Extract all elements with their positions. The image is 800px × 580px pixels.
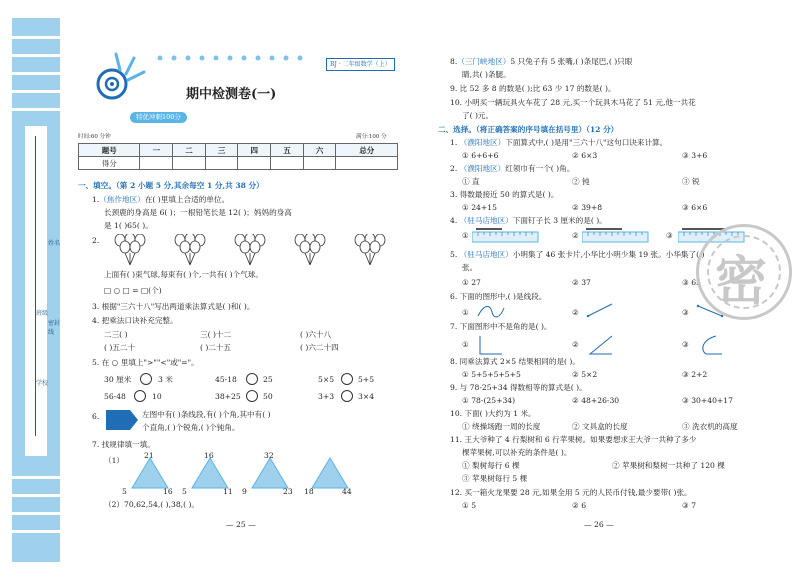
score-cell[interactable] <box>173 157 206 170</box>
score-row-label: 得分 <box>79 157 140 170</box>
compare-circle[interactable] <box>246 373 258 385</box>
triangle <box>312 458 348 488</box>
compare-circle[interactable] <box>134 390 146 402</box>
q1-text: 在( )里填上合适的单位。 <box>144 195 230 204</box>
q5-left-value: 56-48 <box>104 392 126 401</box>
c8-option[interactable]: ③ 2+2 <box>682 370 708 379</box>
ray-shape <box>586 302 616 320</box>
q3-text: 3. 根据"三六十八"写出两道乘法算式是( )和( )。 <box>92 302 255 311</box>
ruler-nail-2 <box>582 226 650 244</box>
c9-text: 9. 与 78-25+34 得数相等的算式是( )。 <box>450 383 587 392</box>
q10-line-a: 10. 小明买一辆玩具火车花了 28 元,买一个玩具木马花了 51 元,他一共花 <box>450 98 696 107</box>
c1-text: 1. （濮阳地区）下面算式中,( )是用"三六十八"这句口诀来计算。 <box>450 138 668 147</box>
c8-text: 8. 同乘法算式 2×5 结果相同的是( )。 <box>450 357 580 366</box>
c3-option[interactable]: ② 39+8 <box>572 203 603 212</box>
balloon-bunch <box>235 234 265 265</box>
c6-option[interactable]: ③ <box>682 308 689 317</box>
q8-text: 5 只兔子有 5 张嘴,( )条尾巴,( )只眼 <box>510 57 633 66</box>
seal-line-area <box>25 126 47 456</box>
c8-option[interactable]: ① 5+5+5+5+5 <box>462 370 521 379</box>
compare-circle[interactable] <box>140 373 152 385</box>
c2-text: 2. （濮阳地区）红领巾有一个( )角。 <box>450 164 575 173</box>
angle-shape-2 <box>586 334 616 356</box>
q5-left-value: 5×5 <box>318 375 335 384</box>
q5-right-value: 5+5 <box>358 375 375 384</box>
q5-text <box>92 358 199 367</box>
c11-line-b: 棵苹果树,可以补充的条件是( )。 <box>462 448 572 457</box>
c2-option[interactable]: ① 直 <box>462 177 480 186</box>
c3-option[interactable]: ③ 6×6 <box>682 203 708 212</box>
c2-region-tag: （濮阳地区） <box>459 164 506 173</box>
triangle-left: 5 <box>182 487 187 496</box>
q7-part2: （2）70,62,54,( ),38,( )。 <box>104 500 200 509</box>
q4-row1-item: ( )六十八 <box>300 330 332 339</box>
q8-number: 8. <box>450 57 458 66</box>
score-table-row <box>79 157 398 170</box>
c2-option[interactable]: ③ 锐 <box>682 177 700 186</box>
triangle-right: 44 <box>342 487 352 496</box>
q1-line-c: 是 1( )65( )。 <box>104 221 153 230</box>
c4-option[interactable]: ③ <box>666 231 673 240</box>
c6-option[interactable]: ② <box>572 308 579 317</box>
q4-row2-item: ( )五二十 <box>104 343 136 352</box>
c1-region-tag: （濮阳地区） <box>459 138 506 147</box>
triangle-right: 11 <box>223 487 233 496</box>
seal-stamp-glyph: 密 <box>715 252 768 312</box>
c5-region-tag: （驻马店地区） <box>459 250 513 259</box>
q5-right-value: 3 米 <box>158 375 173 384</box>
score-header-cell: 一 <box>140 144 173 157</box>
time-limit: 时间:60 分钟 <box>78 134 111 140</box>
q4-row2-item: ( )二十五 <box>200 343 232 352</box>
c5-text-b: 张。 <box>462 263 478 272</box>
triangle-left: 5 <box>122 487 127 496</box>
triangle <box>252 458 288 488</box>
score-table-header-row <box>79 144 398 157</box>
full-score: 满分:100 分 <box>356 134 387 140</box>
triangle-right: 23 <box>283 487 293 496</box>
q8-region-tag: （三门峡地区） <box>457 57 511 66</box>
score-cell[interactable] <box>271 157 304 170</box>
triangle-top: 32 <box>264 451 274 460</box>
c12-text: 12. 买一箱火龙果要 28 元,如果全用 5 元的人民币付钱,最少要带( )张。 <box>450 488 692 497</box>
angle-shape-1 <box>476 334 506 356</box>
balloon-bunch <box>175 234 205 265</box>
sidebar-seal-label: 密封线 <box>48 320 61 336</box>
sidebar-class-label: 班级 <box>36 310 49 317</box>
q2-text: 上面有( )束气球,每束有( )个,一共有( )个气球。 <box>104 270 263 279</box>
q4-row1-item: 三( )十二 <box>200 330 232 339</box>
c4-text: 4. （驻马店地区）下面钉子长 3 厘米的是( )。 <box>450 216 607 225</box>
c11-option[interactable]: ③ 苹果树每行 5 棵 <box>462 474 528 483</box>
c12-option[interactable]: ③ 7 <box>682 501 697 510</box>
triangle-top: 16 <box>204 451 214 460</box>
swirl-logo <box>82 50 152 110</box>
triangle-left: 18 <box>304 487 314 496</box>
page-title: 期中检测卷(一) <box>186 87 277 102</box>
c2-question: 红领巾有一个( )角。 <box>505 164 575 173</box>
q5-instructions: 在 ○ 里填上">""<"或"="。 <box>101 358 199 367</box>
q2-number: 2. <box>92 236 100 245</box>
c5-option[interactable]: ① 27 <box>462 278 481 287</box>
q5-right-value: 3×4 <box>358 392 375 401</box>
c1-option[interactable]: ② 6×3 <box>572 151 598 160</box>
q9-text: 9. 比 52 多 8 的数是( );比 63 少 17 的数是( )。 <box>450 84 616 93</box>
c1-option[interactable]: ③ 3+6 <box>682 151 708 160</box>
compare-circle[interactable] <box>341 373 353 385</box>
score-header-cell: 三 <box>205 144 238 157</box>
pentagon-shape <box>104 408 140 432</box>
c4-region-tag: （驻马店地区） <box>459 216 513 225</box>
q5-left-value: 38+25 <box>215 392 241 401</box>
binding-sidebar <box>12 18 60 562</box>
c7-option[interactable]: ② <box>572 340 579 349</box>
score-cell[interactable] <box>140 157 173 170</box>
score-header-cell: 六 <box>303 144 336 157</box>
grade-badge: RJ · 二年级数学（上） <box>326 58 395 71</box>
section-1-heading: 一、填空。（第 2 小题 5 分,其余每空 1 分,共 38 分） <box>78 181 264 190</box>
q8-line-a <box>450 57 632 66</box>
score-cell[interactable] <box>303 157 336 170</box>
c6-text: 6. 下面的图形中,( )是线段。 <box>450 292 547 301</box>
q5-left-value: 30 厘米 <box>104 375 132 384</box>
c3-option[interactable]: ① 24+15 <box>462 203 497 212</box>
triangle <box>192 458 228 488</box>
c10-option[interactable]: ① 绕操场跑一周的长度 <box>462 422 541 431</box>
c10-option[interactable]: ③ 洗衣机的高度 <box>682 422 738 431</box>
compare-circle[interactable] <box>341 390 353 402</box>
sidebar-name-label: 姓名 <box>48 240 61 247</box>
c10-option[interactable]: ② 文具盒的长度 <box>572 422 628 431</box>
c4-option[interactable]: ① <box>462 231 469 240</box>
balloon-bunch <box>355 234 385 265</box>
balloon-bunches <box>106 234 406 266</box>
balloon-bunch <box>295 234 325 265</box>
c5-question: 小明集了 46 张卡片,小华比小明少集 19 张。小华集了( ) <box>512 250 705 259</box>
triangle <box>132 458 168 488</box>
c5-option[interactable]: ② 37 <box>572 278 591 287</box>
c9-option[interactable]: ① 78-(25+34) <box>462 396 516 405</box>
q1-line-a <box>92 195 229 204</box>
q6-number: 6. <box>92 412 100 421</box>
c6-option[interactable]: ① <box>462 308 469 317</box>
compare-circle[interactable] <box>246 390 258 402</box>
score-cell[interactable] <box>238 157 271 170</box>
c11-line-a: 11. 王大爷种了 4 行梨树和 6 行苹果树。如果要想求王大爷一共种了多少 <box>450 435 697 444</box>
q1-region-tag: （焦作地区） <box>99 195 145 204</box>
c8-option[interactable]: ② 5×2 <box>572 370 598 379</box>
q4-row2-item: ( )六二十四 <box>300 343 339 352</box>
q5-left-value: 45-18 <box>215 375 237 384</box>
q5-number: 5. <box>92 358 100 367</box>
score-header-cell: 五 <box>271 144 304 157</box>
score-header-cell: 题号 <box>79 144 140 157</box>
page-number-right: — 26 — <box>584 520 614 529</box>
c1-question: 下面算式中,( )是用"三六十八"这句口诀来计算。 <box>505 138 668 147</box>
c7-text: 7. 下面图形中不是角的是( )。 <box>450 322 552 331</box>
balloon-bunch <box>115 234 145 265</box>
q5-right-value: 10 <box>152 392 162 401</box>
ruler-nail-1 <box>472 226 540 244</box>
c4-option[interactable]: ② <box>572 231 579 240</box>
sidebar-school-label: 学校 <box>36 380 49 387</box>
c3-text: 3. 得数最接近 50 的算式是( )。 <box>450 190 559 199</box>
q8-line-b: 睛,共( )条腿。 <box>462 70 511 79</box>
q4-text: 4. 把乘法口诀补充完整。 <box>92 316 178 325</box>
section-2-heading: 二、选择。（将正确答案的序号填在括号里）（12 分） <box>438 125 619 134</box>
subtitle-banner: 特优冲刺100分 <box>130 112 187 123</box>
q10-line-b: 了( )元。 <box>462 111 494 120</box>
c9-option[interactable]: ③ 30+40+17 <box>682 396 733 405</box>
score-table <box>78 143 398 170</box>
c12-option[interactable]: ② 6 <box>572 501 587 510</box>
c10-text: 10. 下面( )大约为 1 米。 <box>450 409 536 418</box>
q7-part1-label: （1） <box>104 456 125 465</box>
page-number-left: — 25 — <box>226 520 256 529</box>
wavy-line-shape <box>476 302 506 320</box>
q2-equation: □ ○ □ = □(个) <box>104 286 162 295</box>
c5-text: 5. （驻马店地区）小明集了 46 张卡片,小华比小明少集 19 张。小华集了( ) <box>450 250 705 259</box>
c7-option[interactable]: ③ <box>682 340 689 349</box>
score-header-cell: 总分 <box>336 144 398 157</box>
c12-option[interactable]: ① 5 <box>462 501 477 510</box>
c5-option[interactable]: ③ 65 <box>682 278 701 287</box>
c2-option[interactable]: ② 钝 <box>572 177 590 186</box>
q1-number: 1. <box>92 195 100 204</box>
q5-left-value: 3+3 <box>318 392 335 401</box>
score-header-cell: 四 <box>238 144 271 157</box>
q1-line-b: 长颈鹿的身高是 6( )；一根铅笔长是 12( )；妈妈的身高 <box>104 208 292 217</box>
c11-option[interactable]: ① 梨树每行 6 棵 <box>462 461 520 470</box>
q5-right-value: 50 <box>263 392 273 401</box>
curve-shape-3 <box>696 334 726 356</box>
triangle-left: 9 <box>242 487 247 496</box>
q6-line-2: 个直角,( )个锐角,( )个钝角。 <box>142 423 240 432</box>
c4-question: 下面钉子长 3 厘米的是( )。 <box>512 216 607 225</box>
q4-row1-item: 二三( ) <box>104 330 128 339</box>
seal-stamp <box>696 224 792 320</box>
q7-text: 7. 找规律填一填。 <box>92 440 155 449</box>
score-cell[interactable] <box>336 157 398 170</box>
c9-option[interactable]: ② 48+26-30 <box>572 396 620 405</box>
q6-line-1: 左图中有( )条线段,有( )个角,其中有( ) <box>142 410 271 419</box>
triangle-top: 21 <box>144 451 154 460</box>
triangle-right: 16 <box>163 487 173 496</box>
c11-option[interactable]: ② 苹果树和梨树一共种了 120 棵 <box>612 461 725 470</box>
score-header-cell: 二 <box>173 144 206 157</box>
score-cell[interactable] <box>205 157 238 170</box>
c1-option[interactable]: ① 6+6+6 <box>462 151 499 160</box>
q5-right-value: 25 <box>263 375 273 384</box>
c7-option[interactable]: ① <box>462 340 469 349</box>
